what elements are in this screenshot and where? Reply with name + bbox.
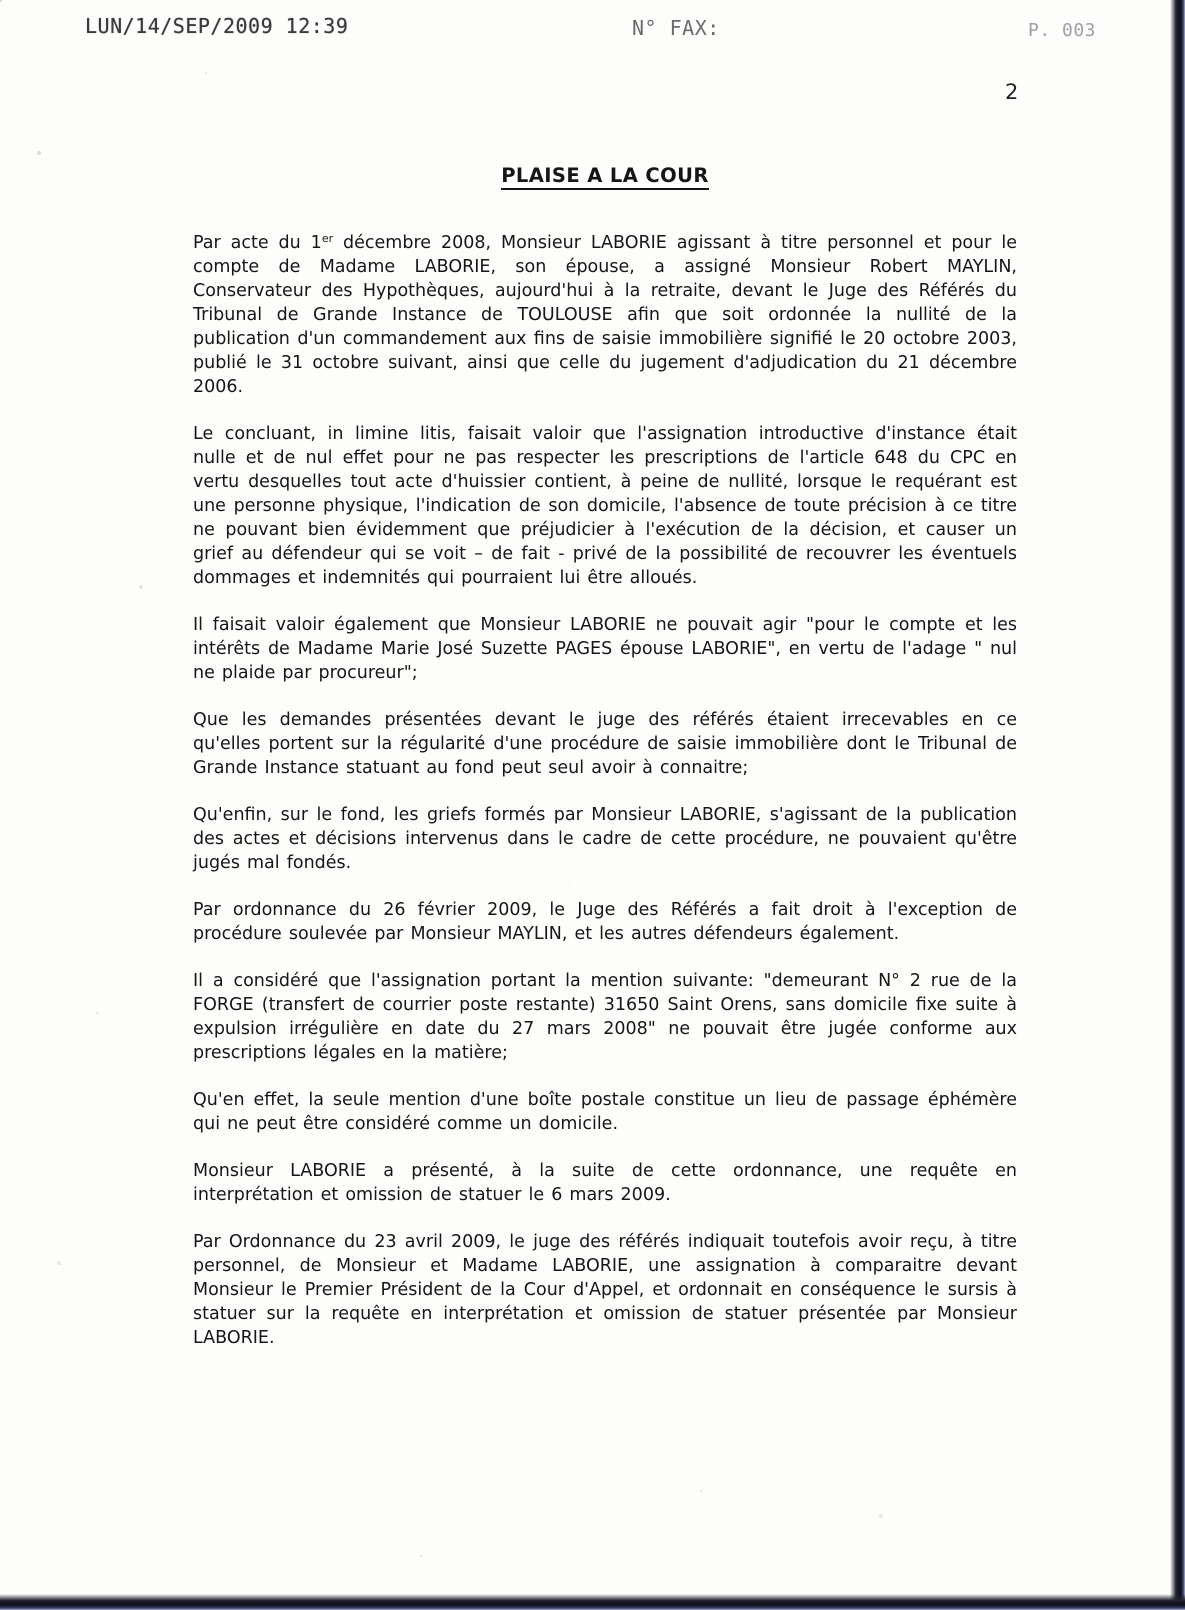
paragraph: Qu'enfin, sur le fond, les griefs formés par Monsieur LABORIE, s'agissant de la publication des actes et décisions intervenus dans le cadre de cette procédure, ne pouvaient qu'être jugés mal fondés. bbox=[193, 805, 1017, 873]
paragraph: Que les demandes présentées devant le juge des référés étaient irrecevables en ce qu'elles portent sur la régularité d'une procédure de saisie immobilière dont le Tribunal de Grande Instance statuant au fond peut seul avoir à connaitre; bbox=[193, 710, 1017, 778]
scan-noise bbox=[0, 0, 2, 2]
fax-number-label: N° FAX: bbox=[632, 16, 720, 40]
paragraph: Par Ordonnance du 23 avril 2009, le juge des référés indiquait toutefois avoir reçu, à titre personnel, de Monsieur et Madame LABORIE, une assignation à comparaitre devant Monsieur le Premier Président de la Cour d'Appel, et ordonnait en conséquence le sursis à statuer sur la requête en interprétation et omission de statuer présentée par Monsieur LABORIE. bbox=[193, 1232, 1017, 1348]
document-body bbox=[193, 164, 1017, 1373]
paragraph: Par ordonnance du 26 février 2009, le Juge des Référés a fait droit à l'exception de procédure soulevée par Monsieur MAYLIN, et les autres défendeurs également. bbox=[193, 900, 1017, 944]
paragraph: Qu'en effet, la seule mention d'une boîte postale constitue un lieu de passage éphémère qui ne peut être considéré comme un domicile. bbox=[193, 1090, 1017, 1134]
paragraph: Le concluant, in limine litis, faisait valoir que l'assignation introductive d'instance était nulle et de nul effet pour ne pas respecter les prescriptions de l'article 648 du CPC en vertu desquelles tout acte d'huissier contient, à peine de nullité, lorsque le requérant est une personne physique, l'indication de son domicile, l'absence de toute précision à ce titre ne pouvant bien évidemment que préjudicier à l'exécution de la décision, et causer un grief au défendeur qui se voit – de fait - privé de la possibilité de recouvrer les éventuels dommages et indemnités qui pourraient lui être alloués. bbox=[193, 424, 1017, 588]
fax-page-indicator: P. 003 bbox=[1028, 20, 1097, 41]
document-title: PLAISE A LA COUR bbox=[193, 164, 1017, 187]
fax-timestamp: LUN/14/SEP/2009 12:39 bbox=[85, 14, 349, 38]
scan-edge-bottom bbox=[0, 1594, 1185, 1610]
page-number: 2 bbox=[1005, 80, 1019, 104]
paragraph: Il a considéré que l'assignation portant la mention suivante: "demeurant N° 2 rue de la FORGE (transfert de courrier poste restante) 31650 Saint Orens, sans domicile fixe suite à expulsion irrégulière en date du 27 mars 2008" ne pouvait être jugée conforme aux prescriptions légales en la matière; bbox=[193, 971, 1017, 1063]
paragraph: Par acte du 1er décembre 2008, Monsieur LABORIE agissant à titre personnel et pour le compte de Madame LABORIE, son épouse, a assigné Monsieur Robert MAYLIN, Conservateur des Hypothèques, aujourd'hui à la retraite, devant le Juge des Référés du Tribunal de Grande Instance de TOULOUSE afin que soit ordonnée la nullité de la publication d'un commandement aux fins de saisie immobilière signifié le 20 octobre 2003, publié le 31 octobre suivant, ainsi que celle du jugement d'adjudication du 21 décembre 2006. bbox=[193, 232, 1017, 397]
paragraph: Il faisait valoir également que Monsieur LABORIE ne pouvait agir "pour le compte et les intérêts de Madame Marie José Suzette PAGES épouse LABORIE", en vertu de l'adage " nul ne plaide par procureur"; bbox=[193, 615, 1017, 683]
superscript-ordinal: er bbox=[321, 232, 334, 245]
paragraph: Monsieur LABORIE a présenté, à la suite de cette ordonnance, une requête en interprétation et omission de statuer le 6 mars 2009. bbox=[193, 1161, 1017, 1205]
scan-edge-right bbox=[1170, 0, 1185, 1610]
